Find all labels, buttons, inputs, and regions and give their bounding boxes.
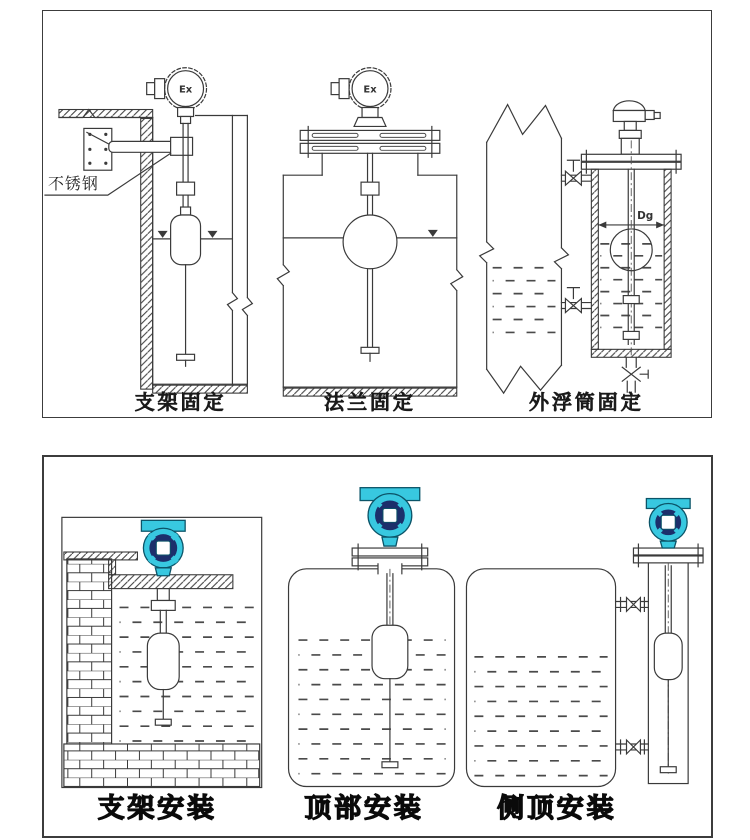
bottom-isolation-valve bbox=[561, 288, 591, 313]
ex-label: Ex bbox=[178, 84, 193, 96]
transmitter-head bbox=[360, 488, 420, 546]
tank-liquid-dashes bbox=[493, 268, 556, 333]
caption-flange-fixing: 法兰固定 bbox=[324, 391, 416, 415]
support-shelf bbox=[109, 575, 233, 589]
top-connection-valve bbox=[616, 598, 649, 612]
ex-head bbox=[331, 68, 391, 127]
tank bbox=[289, 569, 455, 787]
installation-methods-drawing bbox=[44, 457, 711, 836]
figure-top-installation bbox=[289, 488, 455, 825]
junction-box-head bbox=[613, 101, 660, 154]
panel-installation-methods bbox=[42, 455, 713, 838]
liquid-dashes bbox=[120, 607, 255, 741]
panel-fixing-methods bbox=[42, 10, 712, 418]
figure-bracket-installation bbox=[62, 517, 262, 824]
float bbox=[171, 207, 201, 366]
sensor-rod bbox=[151, 589, 175, 634]
tank-band bbox=[480, 105, 569, 394]
mounting-flange bbox=[300, 126, 440, 157]
transmitter-head bbox=[141, 520, 185, 575]
bottom-connection-valve bbox=[616, 740, 649, 754]
ball-float bbox=[343, 215, 397, 361]
rod-clamp bbox=[171, 137, 193, 155]
fixing-methods-drawing bbox=[43, 11, 711, 417]
caption-bracket-installation: 支架安装 bbox=[97, 793, 217, 825]
tank-wall-right bbox=[196, 115, 253, 384]
tank bbox=[466, 569, 615, 787]
sensor-rod bbox=[610, 140, 652, 357]
caption-bracket-fixing: 支架固定 bbox=[134, 391, 227, 415]
dg-label: Dg bbox=[637, 209, 654, 222]
caption-external-chamber-fixing: 外浮筒固定 bbox=[529, 391, 644, 415]
sensor-rod bbox=[361, 153, 379, 215]
caption-top-installation: 顶部安装 bbox=[304, 793, 424, 825]
bracket-plate bbox=[84, 128, 193, 170]
figure-bracket-fixing bbox=[45, 68, 252, 414]
transmitter-head bbox=[646, 499, 690, 548]
ex-label: Ex bbox=[363, 84, 377, 96]
caption-side-top-installation: 侧顶安装 bbox=[497, 793, 617, 825]
figure-flange-fixing bbox=[277, 68, 462, 414]
stainless-steel-label: 不锈钢 bbox=[47, 174, 99, 194]
figure-side-top-installation bbox=[466, 499, 703, 825]
figure-external-chamber-fixing bbox=[480, 101, 681, 414]
